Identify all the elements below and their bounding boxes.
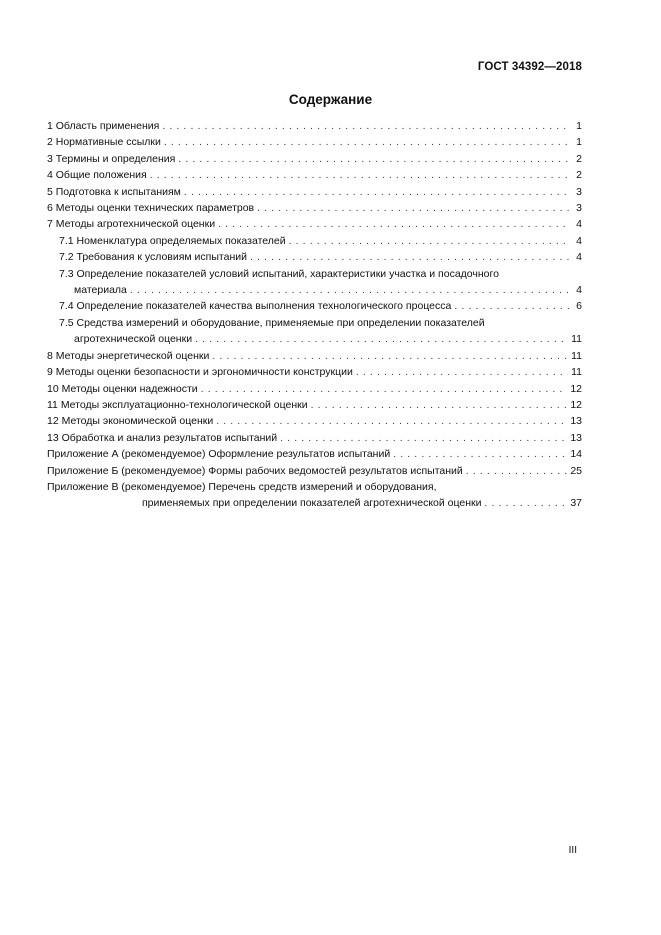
toc-title: Содержание (288, 92, 373, 107)
dot-leader (454, 298, 569, 314)
toc-entry-text: агротехнической оценки (74, 333, 193, 346)
dot-leader (250, 249, 569, 265)
toc-entry-text: 2 Нормативные ссылки (47, 136, 161, 149)
toc-entry-7-2[interactable] (47, 249, 582, 265)
toc-entry-text: 1 Область применения (47, 120, 160, 132)
dot-leader (195, 331, 568, 347)
toc-entry-text: 7.4 Определение показателей качества выполнения технологического процесса (59, 300, 452, 313)
dot-leader (466, 463, 568, 479)
toc-entry-text-line1: Приложение В (рекомендуемое) Перечень средств измерений и оборудования, (47, 480, 437, 493)
toc-entry-page: 2 (576, 152, 582, 165)
dot-leader (280, 430, 567, 446)
page-number: III (568, 845, 577, 856)
toc-entry-page: 14 (570, 448, 582, 461)
toc-entry-11[interactable] (47, 397, 582, 413)
dot-leader (393, 446, 567, 462)
toc-entry-page: 1 (576, 136, 582, 149)
toc-entry-text-line1: 7.3 Определение показателей условий испытаний, характеристики участка и посадочного (59, 267, 499, 280)
toc-entry-7-3[interactable] (47, 266, 582, 299)
dot-leader (164, 134, 569, 150)
dot-leader (178, 151, 569, 167)
dot-leader (184, 184, 569, 200)
dot-leader (218, 216, 569, 232)
toc-entry-text: материала (74, 284, 127, 297)
toc-entry-page: 4 (576, 284, 582, 297)
toc-entry-appendix-b[interactable] (47, 463, 582, 479)
toc-entry-7-4[interactable] (47, 298, 582, 314)
toc-entry-7[interactable] (47, 216, 582, 232)
toc-entry-text: 3 Термины и определения (47, 152, 176, 165)
toc-entry-text: 5 Подготовка к испытаниям (47, 185, 181, 198)
toc-entry-text: 12 Методы экономической оценки (47, 415, 214, 428)
toc-entry-page: 13 (570, 415, 582, 428)
toc-entry-text: 7.1 Номенклатура определяемых показателей (59, 234, 286, 247)
dot-leader (311, 397, 568, 413)
toc-entry-1[interactable] (47, 118, 582, 134)
dot-leader (289, 233, 569, 249)
toc-entry-page: 11 (571, 349, 582, 362)
dot-leader (216, 413, 567, 429)
toc-entry-appendix-v[interactable] (47, 479, 582, 512)
dot-leader (212, 348, 568, 364)
table-of-contents (47, 118, 582, 512)
dot-leader (130, 282, 569, 298)
dot-leader (201, 381, 568, 397)
toc-entry-page: 12 (570, 398, 582, 411)
toc-entry-page: 4 (576, 234, 582, 247)
toc-entry-12[interactable] (47, 413, 582, 429)
toc-entry-page: 37 (570, 497, 582, 510)
dot-leader (162, 118, 569, 134)
toc-entry-6[interactable] (47, 200, 582, 216)
toc-entry-text: применяемых при определении показателей агротехнической оценки (142, 497, 482, 510)
toc-entry-9[interactable] (47, 364, 582, 380)
toc-entry-5[interactable] (47, 184, 582, 200)
toc-entry-3[interactable] (47, 151, 582, 167)
toc-entry-page: 11 (571, 333, 582, 346)
toc-entry-10[interactable] (47, 381, 582, 397)
standard-number: ГОСТ 34392—2018 (477, 61, 582, 73)
toc-entry-4[interactable] (47, 167, 582, 183)
toc-entry-page: 6 (576, 300, 582, 313)
toc-entry-page: 13 (570, 431, 582, 444)
toc-entry-text: Приложение А (рекомендуемое) Оформление результатов испытаний (47, 448, 391, 461)
toc-entry-text-line1: 7.5 Средства измерений и оборудование, применяемые при определении показателей (59, 316, 485, 329)
toc-entry-text: 11 Методы эксплуатационно-технологической оценки (47, 398, 308, 411)
toc-entry-text: 6 Методы оценки технических параметров (47, 202, 255, 215)
dot-leader (257, 200, 569, 216)
toc-entry-page: 12 (570, 382, 582, 395)
toc-entry-page: 4 (576, 218, 582, 231)
toc-entry-page: 2 (576, 169, 582, 182)
toc-entry-page: 25 (570, 464, 582, 477)
toc-entry-page: 3 (576, 202, 582, 215)
toc-entry-page: 4 (576, 251, 582, 264)
toc-entry-8[interactable] (47, 348, 582, 364)
toc-entry-text: 7 Методы агротехнической оценки (47, 218, 216, 231)
dot-leader (150, 167, 569, 183)
toc-entry-text: 8 Методы энергетической оценки (47, 349, 210, 362)
toc-entry-page: 1 (576, 120, 582, 132)
toc-entry-7-1[interactable] (47, 233, 582, 249)
toc-entry-page: 11 (571, 366, 582, 379)
toc-entry-page: 3 (576, 185, 582, 198)
toc-entry-7-5[interactable] (47, 315, 582, 348)
toc-entry-text: 10 Методы оценки надежности (47, 382, 198, 395)
toc-entry-2[interactable] (47, 134, 582, 150)
toc-entry-text: 13 Обработка и анализ результатов испытаний (47, 431, 278, 444)
toc-entry-text: Приложение Б (рекомендуемое) Формы рабочих ведомостей результатов испытаний (47, 464, 463, 477)
toc-entry-text: 7.2 Требования к условиям испытаний (59, 251, 247, 264)
dot-leader (356, 364, 568, 380)
toc-entry-appendix-a[interactable] (47, 446, 582, 462)
toc-entry-text: 9 Методы оценки безопасности и эргономичности конструкции (47, 366, 353, 379)
dot-leader (485, 495, 568, 511)
toc-entry-text: 4 Общие положения (47, 169, 147, 182)
toc-entry-13[interactable] (47, 430, 582, 446)
